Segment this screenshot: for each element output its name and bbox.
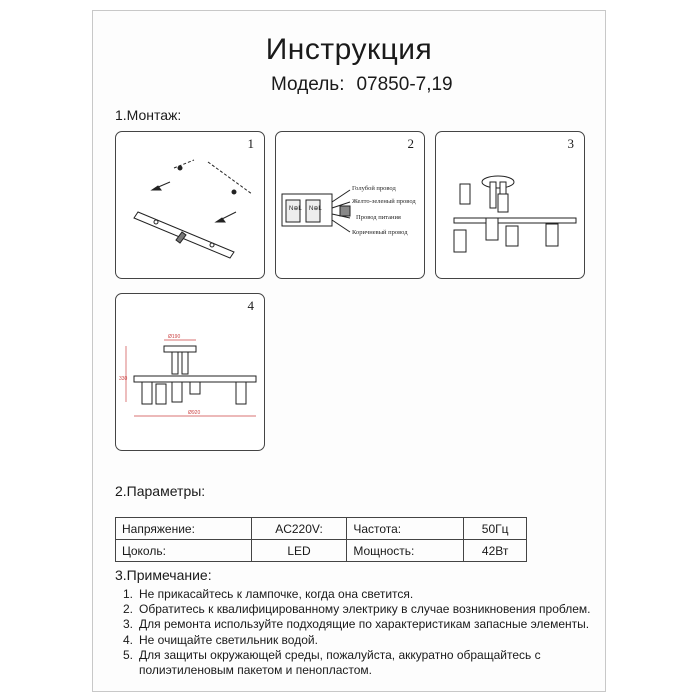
svg-text:N⊕L: N⊕L bbox=[309, 206, 322, 212]
dimensions-diagram bbox=[116, 294, 266, 452]
panel-number: 1 bbox=[247, 136, 254, 151]
mounting-heading: 1.Монтаж: bbox=[115, 107, 182, 123]
param-label: Напряжение: bbox=[116, 518, 252, 540]
mounting-panel-1 bbox=[115, 131, 265, 279]
document-title: Инструкция bbox=[265, 33, 433, 66]
note-number: 1. bbox=[123, 587, 134, 601]
list-item bbox=[123, 633, 593, 648]
instruction-sheet bbox=[92, 10, 606, 692]
model-value: 07850-7,19 bbox=[356, 74, 453, 95]
assembled-fixture-diagram bbox=[436, 132, 586, 280]
bracket-mounting-diagram bbox=[116, 132, 266, 280]
note-number: 2. bbox=[123, 602, 134, 617]
svg-text:N⊕L: N⊕L bbox=[289, 206, 302, 212]
mounting-panel-2 bbox=[275, 131, 425, 279]
dimension-width: Ø920 bbox=[188, 410, 201, 416]
table-row bbox=[116, 518, 527, 540]
wire-label-power: Провод питания bbox=[356, 214, 401, 221]
note-text: Для защиты окружающей среды, пожалуйста, аккуратно обращайтесь с полиэтиленовым пакетом и пенопластом. bbox=[139, 647, 541, 678]
list-item bbox=[123, 617, 593, 632]
list-item bbox=[123, 648, 593, 678]
table-row bbox=[116, 540, 527, 562]
param-value: 42Вт bbox=[464, 540, 527, 562]
mounting-panel-4 bbox=[115, 293, 265, 451]
note-number: 5. bbox=[123, 647, 134, 662]
wire-label-brown: Коричневый провод bbox=[352, 229, 408, 236]
panel-number: 4 bbox=[247, 298, 254, 313]
notes-list bbox=[123, 587, 593, 678]
dimension-top: Ø190 bbox=[168, 334, 181, 340]
wiring-diagram bbox=[276, 132, 426, 280]
note-text: Для ремонта используйте подходящие по характеристикам запасные элементы. bbox=[139, 617, 590, 632]
note-text: Обратитесь к квалифицированному электрику в случае возникновения проблем. bbox=[139, 602, 591, 617]
note-number: 3. bbox=[123, 617, 134, 632]
param-value: LED bbox=[251, 540, 347, 562]
note-number: 4. bbox=[123, 632, 134, 647]
param-value: AC220V: bbox=[251, 518, 347, 540]
wire-label-blue: Голубой провод bbox=[352, 185, 396, 192]
param-label: Частота: bbox=[347, 518, 464, 540]
model-label: Модель: bbox=[271, 74, 345, 95]
panel-number: 2 bbox=[407, 136, 414, 151]
list-item bbox=[123, 587, 593, 602]
param-label: Цоколь: bbox=[116, 540, 252, 562]
parameters-heading: 2.Параметры: bbox=[115, 483, 206, 499]
note-text: Не прикасайтесь к лампочке, когда она светится. bbox=[139, 587, 414, 601]
mounting-panel-3 bbox=[435, 131, 585, 279]
model-line bbox=[271, 74, 453, 96]
param-label: Мощность: bbox=[347, 540, 464, 562]
panel-number: 3 bbox=[567, 136, 574, 151]
notes-heading: 3.Примечание: bbox=[115, 567, 212, 583]
param-value: 50Гц bbox=[464, 518, 527, 540]
list-item bbox=[123, 602, 593, 617]
wire-label-yellow-green: Желто-зеленый провод bbox=[352, 198, 416, 205]
dimension-height: 330 bbox=[119, 376, 128, 382]
note-text: Не очищайте светильник водой. bbox=[139, 632, 318, 647]
parameters-table bbox=[115, 517, 527, 562]
